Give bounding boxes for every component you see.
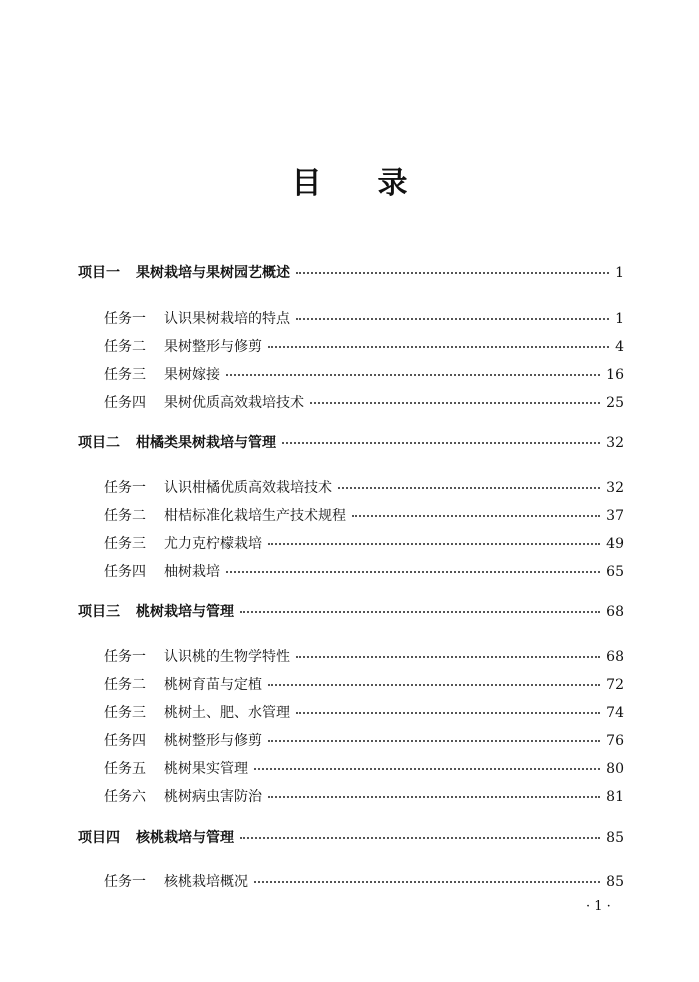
page-number: 85 xyxy=(606,830,624,846)
toc-task-entry[interactable] xyxy=(104,732,624,750)
task-title: 认识桃的生物学特性 xyxy=(164,649,290,665)
page-number: 4 xyxy=(615,339,624,355)
page-number: 49 xyxy=(606,536,624,552)
page-number: 81 xyxy=(606,789,624,805)
task-number: 任务四 xyxy=(104,564,146,580)
task-number: 任务一 xyxy=(104,649,146,665)
leader-dots xyxy=(268,346,609,348)
leader-dots xyxy=(296,712,600,714)
toc-title-char-1: 目 xyxy=(291,166,322,201)
page-number: 68 xyxy=(606,649,624,665)
task-number: 任务五 xyxy=(104,761,146,777)
project-number: 项目二 xyxy=(78,435,120,451)
task-number: 任务三 xyxy=(104,536,146,552)
page-number: 85 xyxy=(606,874,624,890)
task-title: 柑桔标准化栽培生产技术规程 xyxy=(164,508,346,524)
page-number: 74 xyxy=(606,705,624,721)
task-number: 任务四 xyxy=(104,395,146,411)
leader-dots xyxy=(282,442,600,444)
leader-dots xyxy=(352,515,600,517)
toc-project-entry[interactable] xyxy=(78,603,624,621)
toc-task-entry[interactable] xyxy=(104,479,624,497)
leader-dots xyxy=(296,656,600,658)
page-number: 37 xyxy=(606,508,624,524)
leader-dots xyxy=(240,611,600,613)
task-title: 尤力克柠檬栽培 xyxy=(164,536,262,552)
project-number: 项目四 xyxy=(78,830,120,846)
toc-task-entry[interactable] xyxy=(104,366,624,384)
page-folio: · 1 · xyxy=(586,899,611,914)
task-number: 任务一 xyxy=(104,480,146,496)
toc-project-entry[interactable] xyxy=(78,434,624,452)
toc-task-entry[interactable] xyxy=(104,394,624,412)
toc-title-char-2: 录 xyxy=(377,166,408,201)
task-title: 桃树土、肥、水管理 xyxy=(164,705,290,721)
task-title: 桃树育苗与定植 xyxy=(164,677,262,693)
task-title: 桃树病虫害防治 xyxy=(164,789,262,805)
toc-task-entry[interactable] xyxy=(104,760,624,778)
page-number: 80 xyxy=(606,761,624,777)
page-number: 25 xyxy=(606,395,624,411)
leader-dots xyxy=(268,684,600,686)
leader-dots xyxy=(254,768,600,770)
project-number: 项目三 xyxy=(78,604,120,620)
toc-task-entry[interactable] xyxy=(104,563,624,581)
leader-dots xyxy=(296,272,609,274)
toc-project-entry[interactable] xyxy=(78,829,624,847)
leader-dots xyxy=(226,571,600,573)
task-title: 认识果树栽培的特点 xyxy=(164,311,290,327)
toc-task-entry[interactable] xyxy=(104,788,624,806)
toc-task-entry[interactable] xyxy=(104,535,624,553)
leader-dots xyxy=(296,318,609,320)
task-title: 桃树果实管理 xyxy=(164,761,248,777)
task-number: 任务二 xyxy=(104,339,146,355)
leader-dots xyxy=(310,402,600,404)
task-title: 核桃栽培概况 xyxy=(164,874,248,890)
leader-dots xyxy=(254,881,600,883)
leader-dots xyxy=(226,374,600,376)
task-number: 任务二 xyxy=(104,677,146,693)
page-number: 1 xyxy=(615,311,624,327)
toc-task-entry[interactable] xyxy=(104,507,624,525)
task-title: 果树整形与修剪 xyxy=(164,339,262,355)
task-number: 任务三 xyxy=(104,367,146,383)
project-title: 桃树栽培与管理 xyxy=(136,604,234,620)
page-number: 65 xyxy=(606,564,624,580)
page-number: 32 xyxy=(606,435,624,451)
project-title: 柑橘类果树栽培与管理 xyxy=(136,435,276,451)
project-title: 核桃栽培与管理 xyxy=(136,830,234,846)
task-number: 任务二 xyxy=(104,508,146,524)
page-number: 16 xyxy=(606,367,624,383)
leader-dots xyxy=(268,796,600,798)
toc-title xyxy=(0,158,699,202)
page-number: 68 xyxy=(606,604,624,620)
leader-dots xyxy=(240,837,600,839)
task-title: 果树优质高效栽培技术 xyxy=(164,395,304,411)
leader-dots xyxy=(268,740,600,742)
toc-task-entry[interactable] xyxy=(104,676,624,694)
project-title: 果树栽培与果树园艺概述 xyxy=(136,265,290,281)
page-number: 76 xyxy=(606,733,624,749)
toc-task-entry[interactable] xyxy=(104,310,624,328)
task-title: 柚树栽培 xyxy=(164,564,220,580)
task-title: 果树嫁接 xyxy=(164,367,220,383)
task-number: 任务一 xyxy=(104,874,146,890)
page-number: 32 xyxy=(606,480,624,496)
toc-project-entry[interactable] xyxy=(78,264,624,282)
project-number: 项目一 xyxy=(78,265,120,281)
page-number: 1 xyxy=(615,265,624,281)
task-number: 任务六 xyxy=(104,789,146,805)
task-number: 任务一 xyxy=(104,311,146,327)
task-title: 桃树整形与修剪 xyxy=(164,733,262,749)
toc-task-entry[interactable] xyxy=(104,704,624,722)
leader-dots xyxy=(338,487,600,489)
page-number: 72 xyxy=(606,677,624,693)
toc-task-entry[interactable] xyxy=(104,338,624,356)
toc-task-entry[interactable] xyxy=(104,873,624,891)
toc-task-entry[interactable] xyxy=(104,648,624,666)
leader-dots xyxy=(268,543,600,545)
task-title: 认识柑橘优质高效栽培技术 xyxy=(164,480,332,496)
task-number: 任务四 xyxy=(104,733,146,749)
task-number: 任务三 xyxy=(104,705,146,721)
